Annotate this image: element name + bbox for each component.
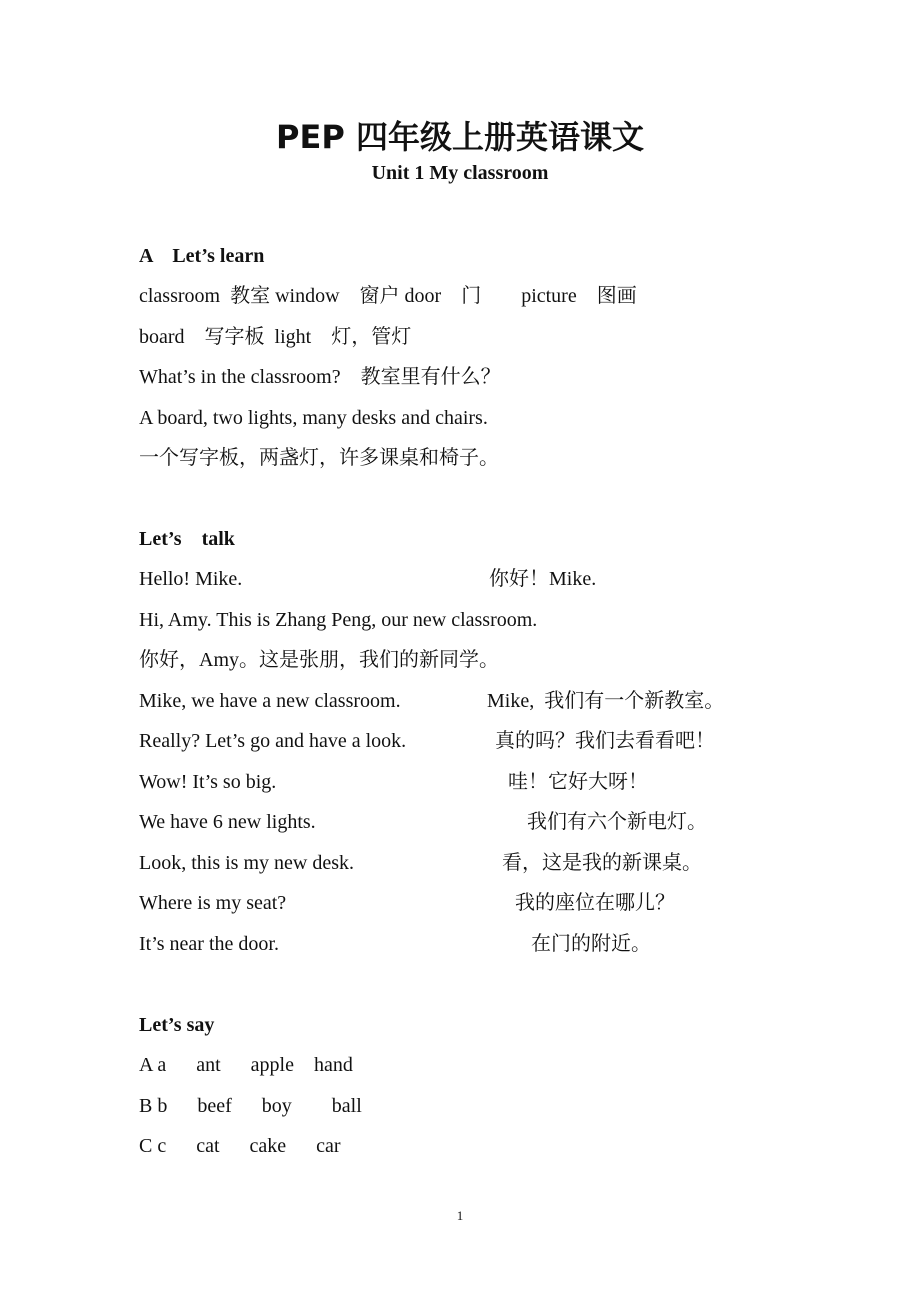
unit-subtitle: Unit 1 My classroom [371,162,549,184]
dialog-line-en: 你好，Amy。这是张朋，我们的新同学。 [139,649,499,671]
dialog-line-zh: 真的吗？我们去看看吧！ [495,730,715,752]
letter-row: B b beef boy ball [139,1095,362,1117]
dialog-line-zh: Mike, 我们有一个新教室。 [487,690,725,712]
dialog-line-en: Look, this is my new desk. [139,852,354,874]
dialog-line-en: Where is my seat? [139,892,287,914]
vocab-line-2: board 写字板 light 灯，管灯 [139,326,412,348]
section-heading-lets-talk: Let’s talk [139,528,235,550]
letter-row: C c cat cake car [139,1135,341,1157]
dialog-line-en: Hi, Amy. This is Zhang Peng, our new classroom. [139,609,538,631]
dialog-line-en: We have 6 new lights. [139,811,316,833]
page-number: 1 [456,1208,464,1223]
dialog-line-en: Wow! It’s so big. [139,771,277,793]
dialog-line-en: Mike, we have a new classroom. [139,690,401,712]
dialog-line-zh: 哇！它好大呀！ [508,771,648,793]
dialog-line-en: Really? Let’s go and have a look. [139,730,407,752]
letter-row: A a ant apple hand [139,1054,353,1076]
answer-chinese: 一个写字板，两盏灯，许多课桌和椅子。 [139,447,499,469]
section-heading-lets-say: Let’s say [139,1014,215,1036]
question-line: What’s in the classroom? 教室里有什么？ [139,366,501,388]
dialog-line-zh: 看，这是我的新课桌。 [502,852,702,874]
dialog-line-en: It’s near the door. [139,933,279,955]
dialog-line-zh: 你好！Mike. [489,568,597,590]
dialog-line-zh: 我们有六个新电灯。 [527,811,707,833]
dialog-line-zh: 我的座位在哪儿？ [515,892,675,914]
section-heading-lets-learn: A Let’s learn [139,245,265,267]
dialog-line-zh: 在门的附近。 [531,933,651,955]
dialog-line-en: Hello! Mike. [139,568,243,590]
vocab-line-1: classroom 教室 window 窗户 door 门 picture 图画 [139,285,637,307]
answer-english: A board, two lights, many desks and chairs. [139,407,488,429]
page-title: PEP 四年级上册英语课文 [276,118,644,156]
